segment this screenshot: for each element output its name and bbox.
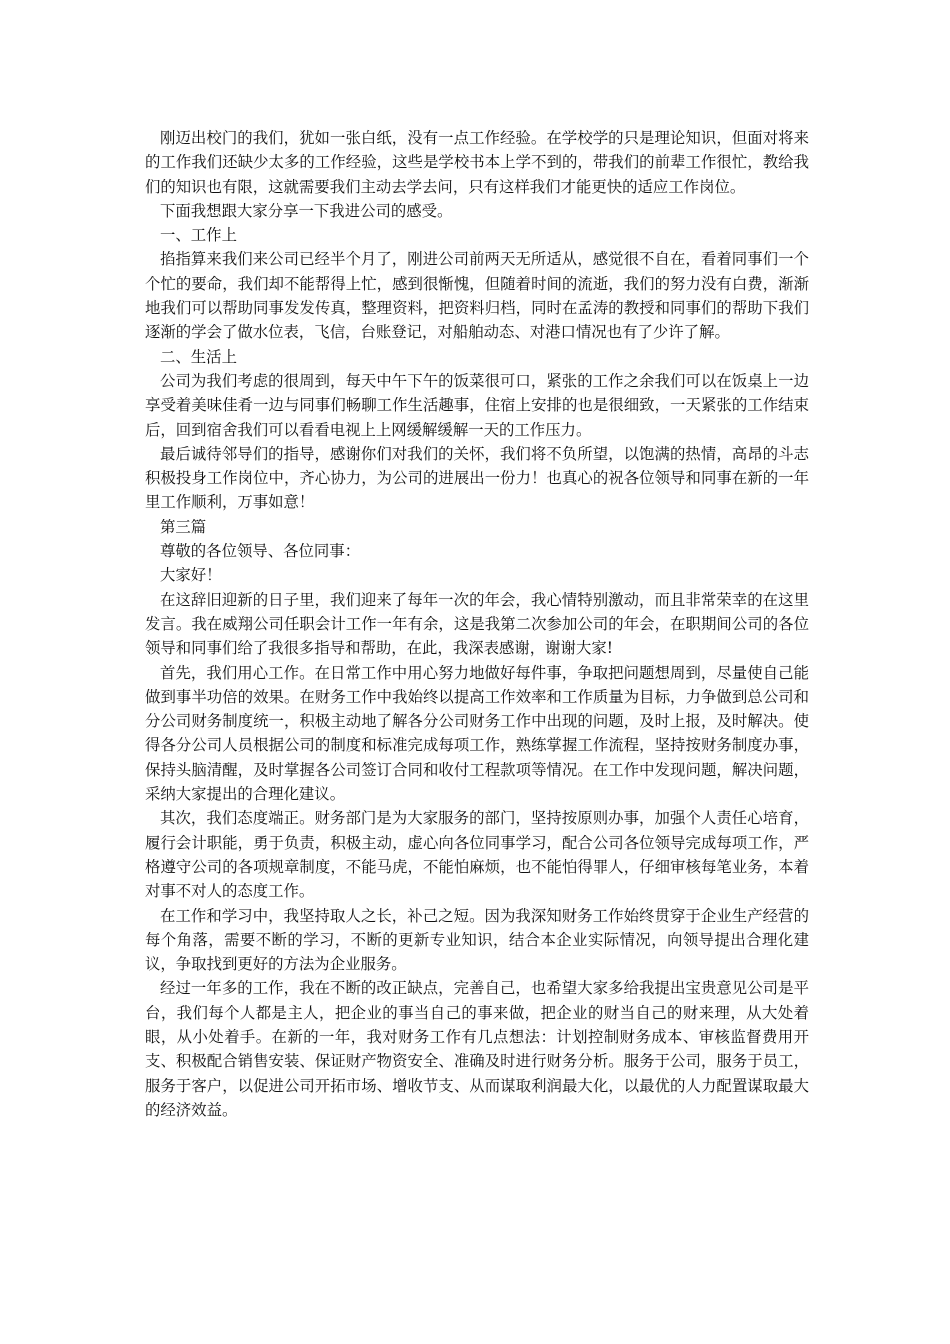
- paragraph-first: 首先，我们用心工作。在日常工作中用心努力地做好每件事，争取把问题想周到，尽量使自己能做到事半功倍的效果。在财务工作中我始终以提高工作效率和工作质量为目标，力争做到总公司和分公司财务制度统一，积极主动地了解各分公司财务工作中出现的问题，及时上报，及时解决。使得各分公司人员根据公司的制度和标准完成每项工作，熟练掌握工作流程，坚持按财务制度办事，保持头脑清醒，及时掌握各公司签订合同和收付工程款项等情况。在工作中发现问题，解决问题，采纳大家提出的合理化建议。: [145, 663, 809, 804]
- paragraph-work: 掐指算来我们来公司已经半个月了，刚进公司前两天无所适从，感觉很不自在，看着同事们一个个忙的要命，我们却不能帮得上忙，感到很惭愧，但随着时间的流逝，我们的努力没有白费，渐渐地我们可以帮助同事发发传真，整理资料，把资料归档，同时在孟涛的教授和同事们的帮助下我们逐渐的学会了做水位表，飞信，台账登记，对船舶动态、对港口情况也有了少许了解。: [145, 250, 809, 342]
- heading-part-three: 第三篇: [160, 517, 207, 536]
- salutation: 尊敬的各位领导、各位同事：: [160, 542, 361, 561]
- greeting: 大家好！: [160, 566, 222, 585]
- heading-work: 一、工作上: [160, 226, 237, 245]
- paragraph-closing: 最后诚待邻导们的指导，感谢你们对我们的关怀，我们将不负所望，以饱满的热情，高昂的斗志积极投身工作岗位中，齐心协力，为公司的进展出一份力！也真心的祝各位领导和同事在新的一年里工作顺利，万事如意！: [145, 444, 809, 512]
- paragraph-plans: 经过一年多的工作，我在不断的改正缺点，完善自己，也希望大家多给我提出宝贵意见公司是平台，我们每个人都是主人，把企业的事当自己的事来做，把企业的财当自己的财来理，从大处着眼，从小处着手。在新的一年，我对财务工作有几点想法：计划控制财务成本、审核监督费用开支、积极配合销售安装、保证财产物资安全、准确及时进行财务分析。服务于公司，服务于员工，服务于客户，以促进公司开拓市场、增收节支、从而谋取利润最大化，以最优的人力配置谋取最大的经济效益。: [145, 979, 809, 1119]
- paragraph-annual-meeting: 在这辞旧迎新的日子里，我们迎来了每年一次的年会，我心情特别激动，而且非常荣幸的在这里发言。我在威翔公司任职会计工作一年有余，这是我第二次参加公司的年会，在职期间公司的各位领导和同事们给了我很多指导和帮助，在此，我深表感谢，谢谢大家!: [145, 590, 809, 658]
- paragraph-life: 公司为我们考虑的很周到，每天中午下午的饭菜很可口，紧张的工作之余我们可以在饭桌上一边享受着美味佳肴一边与同事们畅聊工作生活趣事，住宿上安排的也是很细致，一天紧张的工作结束后，回到宿舍我们可以看看电视上上网缓解缓解一天的工作压力。: [145, 371, 809, 439]
- paragraph-learning: 在工作和学习中，我坚持取人之长，补己之短。因为我深知财务工作始终贯穿于企业生产经营的每个角落，需要不断的学习，不断的更新专业知识，结合本企业实际情况，向领导提出合理化建议，争取找到更好的方法为企业服务。: [145, 906, 809, 974]
- document-body: [145, 126, 809, 1122]
- paragraph-intro: 刚迈出校门的我们，犹如一张白纸，没有一点工作经验。在学校学的只是理论知识，但面对将来的工作我们还缺少太多的工作经验，这些是学校书本上学不到的，带我们的前辈工作很忙，教给我们的知识也有限，这就需要我们主动去学去问，只有这样我们才能更快的适应工作岗位。: [145, 129, 809, 196]
- paragraph-share: 下面我想跟大家分享一下我进公司的感受。: [160, 201, 453, 220]
- heading-life: 二、生活上: [160, 347, 237, 366]
- paragraph-second: 其次，我们态度端正。财务部门是为大家服务的部门，坚持按原则办事，加强个人责任心培育，履行会计职能，勇于负责，积极主动，虚心向各位同事学习，配合公司各位领导完成每项工作，严格遵守公司的各项规章制度，不能马虎，不能怕麻烦，也不能怕得罪人，仔细审核每笔业务，本着对事不对人的态度工作。: [145, 809, 809, 901]
